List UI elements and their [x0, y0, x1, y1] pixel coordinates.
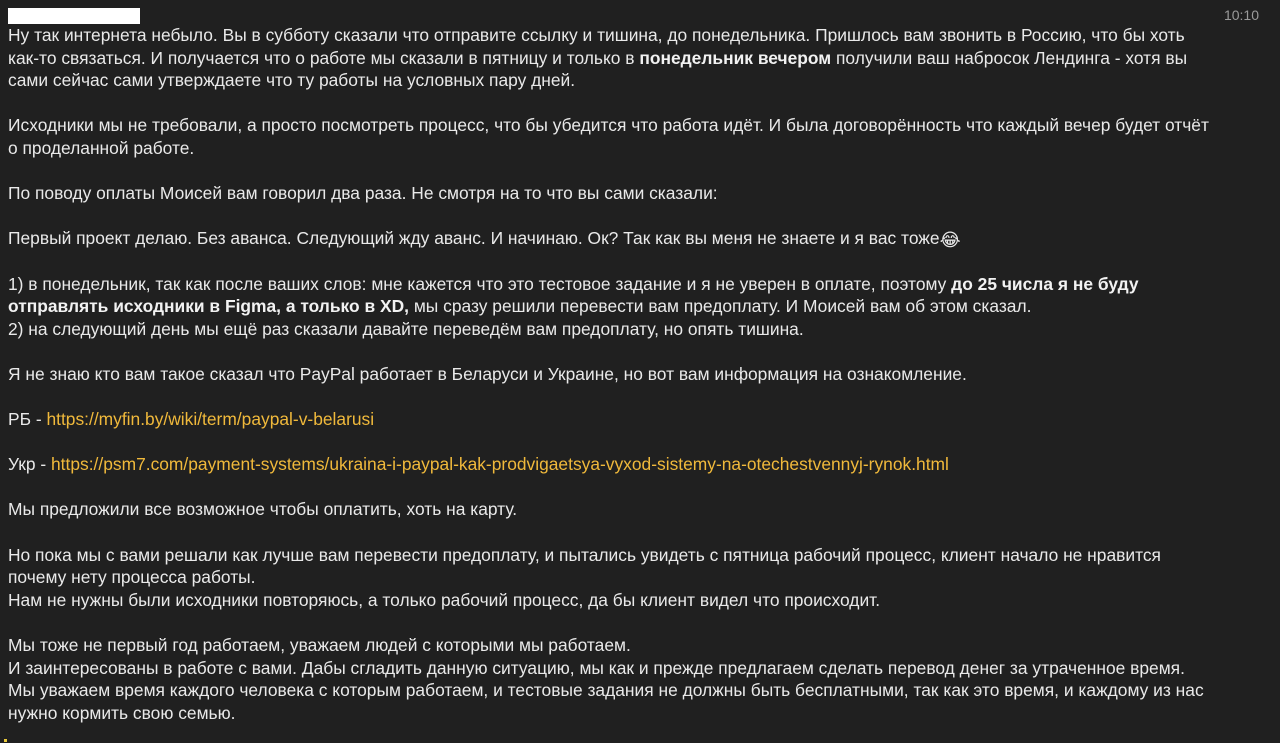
laughing-emoji-icon: 😂	[939, 230, 961, 251]
link-label-rb: РБ -	[8, 409, 47, 430]
message-time: 10:10	[1223, 7, 1259, 23]
link-paypal-belarus[interactable]: https://myfin.by/wiki/term/paypal-v-belarusi	[46, 409, 375, 430]
paragraph-8	[8, 408, 1213, 431]
paragraph-6: 2) на следующий день мы ещё раз сказали давайте переведём вам предоплату, но опять тишина.	[8, 318, 804, 339]
bold-text: до 25 числа я не буду отправлять исходники в Figma, а только в XD,	[8, 273, 1139, 317]
paragraph-13: Мы тоже не первый год работаем, уважаем людей с которыми мы работаем.	[8, 635, 631, 656]
paragraph-12: Нам не нужны были исходники повторяюсь, а только рабочий процесс, да бы клиент видел что происходит.	[8, 589, 881, 610]
bold-text: понедельник вечером	[639, 47, 832, 68]
paragraph-3: По поводу оплаты Моисей вам говорил два раза. Не смотря на то что вы сами сказали:	[8, 183, 718, 204]
paragraph-11: Но пока мы с вами решали как лучше вам перевести предоплату, и пытались увидеть с пятница рабочий процесс, клиент начало не нравится почему нету процесса работы.	[8, 544, 1161, 588]
text-segment: получили ваш набросок Лендинга - хотя вы сами сейчас сами утверждаете что ту работы на условных пару дней.	[8, 47, 1188, 91]
selection-marker	[4, 739, 7, 742]
paragraph-14: И заинтересованы в работе с вами. Дабы сгладить данную ситуацию, мы как и прежде предлагаем сделать перевод денег за утраченное время. Мы уважаем время каждого человека с которым работаем, и тестовые задания не должны быть бесплатными, так как это время, и каждому из нас нужно кормить свою семью.	[8, 657, 1204, 723]
paragraph-9	[8, 453, 1213, 476]
link-label-ukr: Укр -	[8, 454, 52, 475]
paragraph-1	[8, 24, 1213, 92]
quoted-text: Первый проект делаю. Без аванса. Следующий жду аванс. И начинаю. Ок? Так как вы меня не знаете и я вас тоже	[8, 228, 940, 249]
paragraph-5	[8, 273, 1213, 318]
paragraph-7: Я не знаю кто вам такое сказал что PayPal работает в Беларуси и Украине, но вот вам информация на ознакомление.	[8, 363, 967, 384]
message-body	[8, 24, 1213, 724]
text-segment: 1) в понедельник, так как после ваших слов: мне кажется что это тестовое задание и я не уверен в оплате, поэтому	[8, 273, 952, 294]
paragraph-4	[8, 227, 1213, 250]
link-paypal-ukraine[interactable]: https://psm7.com/payment-systems/ukraina-i-paypal-kak-prodvigaetsya-vyxod-sistemy-na-otechestvennyj-rynok.html	[51, 454, 949, 475]
paragraph-2: Исходники мы не требовали, а просто посмотреть процесс, что бы убедится что работа идёт. И была договорённость что каждый вечер будет отчёт о проделанной работе.	[8, 115, 1209, 158]
redacted-sender-name	[8, 8, 140, 24]
paragraph-10: Мы предложили все возможное чтобы оплатить, хоть на карту.	[8, 499, 518, 520]
text-segment: мы сразу решили перевести вам предоплату. И Моисей вам об этом сказал.	[409, 296, 1032, 317]
text-segment: Ну так интернета небыло. Вы в субботу сказали что отправите ссылку и тишина, до понедельника. Пришлось вам звонить в Россию, что бы хоть как-то связаться. И получается что о работе мы сказали в пятницу и только в	[8, 25, 1185, 68]
